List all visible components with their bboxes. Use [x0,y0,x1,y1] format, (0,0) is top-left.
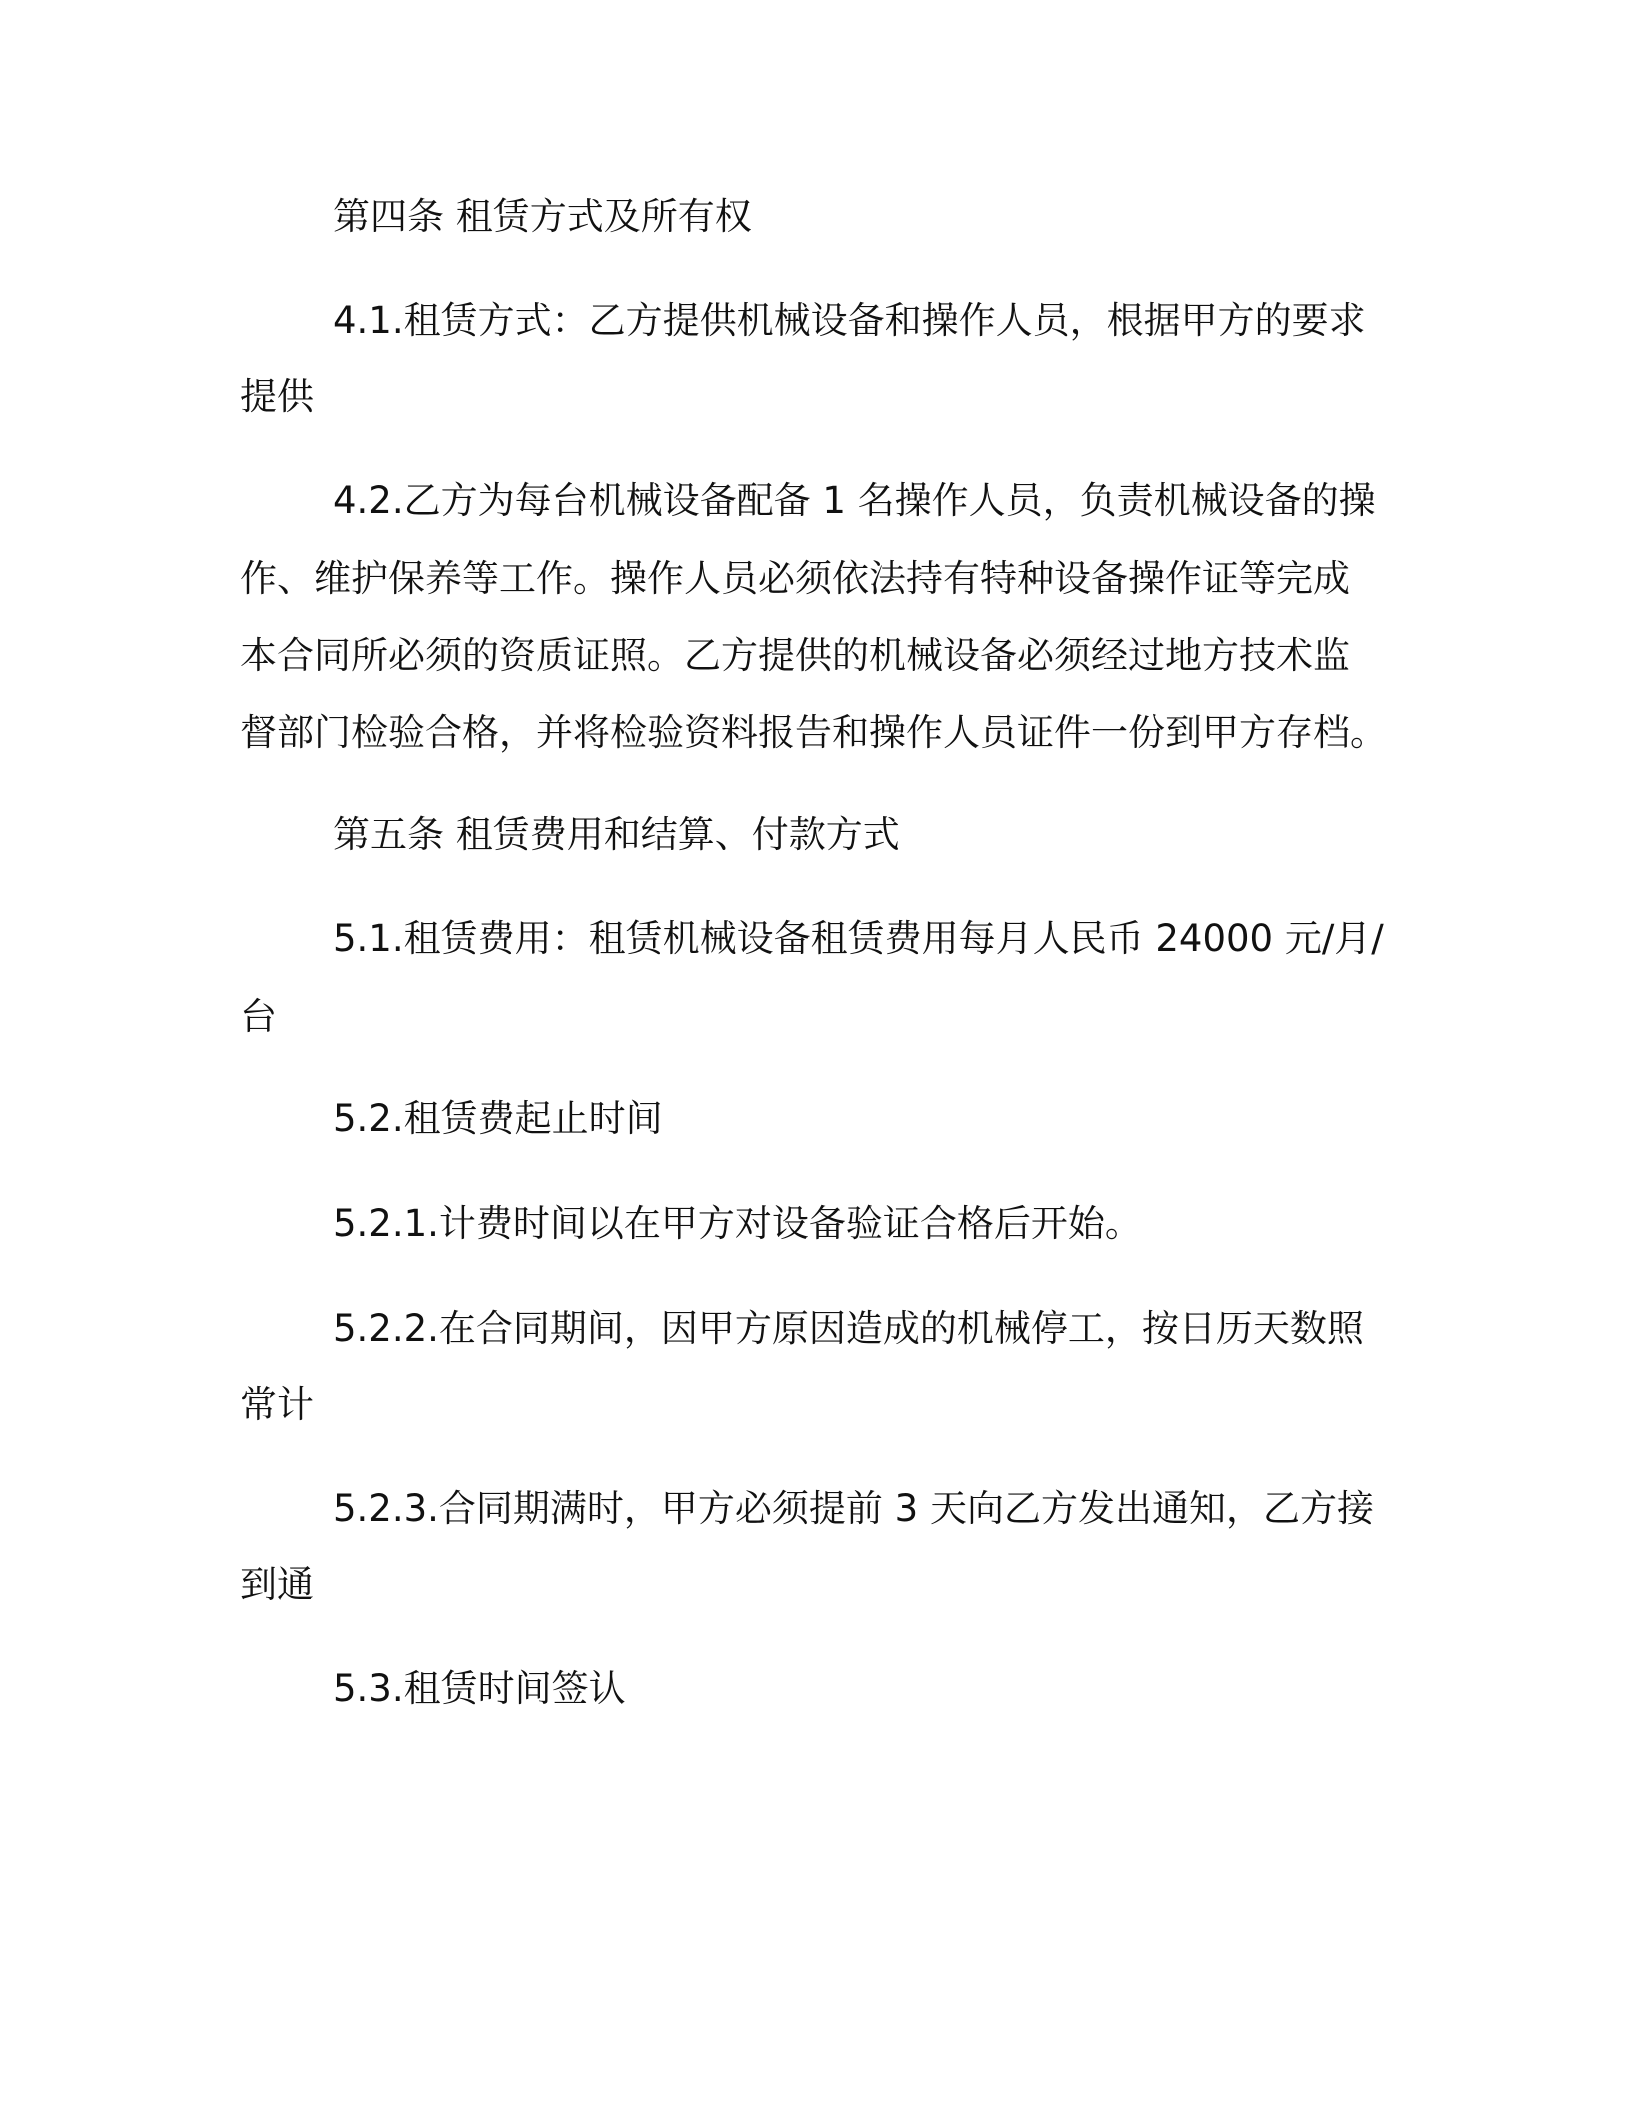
clause-5-2-2-line-1: 5.2.2.在合同期间，因甲方原因造成的机械停工，按日历天数照 [333,1307,1364,1350]
clause-4-2-line-4: 督部门检验合格，并将检验资料报告和操作人员证件一份到甲方存档。 [240,711,1387,754]
clause-5-1-line-2: 台 [240,995,277,1038]
clause-4-2-line-3: 本合同所必须的资质证照。乙方提供的机械设备必须经过地方技术监 [240,634,1350,677]
clause-4-2-line-2: 作、维护保养等工作。操作人员必须依法持有特种设备操作证等完成 [240,557,1350,600]
article-4-heading: 第四条 租赁方式及所有权 [333,195,752,238]
clause-5-2-1: 5.2.1.计费时间以在甲方对设备验证合格后开始。 [333,1202,1142,1245]
clause-5-2-2-line-2: 常计 [240,1383,314,1426]
clause-5-2-3-line-1: 5.2.3.合同期满时，甲方必须提前 3 天向乙方发出通知，乙方接 [333,1487,1374,1530]
clause-4-1-line-2: 提供 [240,375,314,418]
clause-4-2-line-1: 4.2.乙方为每台机械设备配备 1 名操作人员，负责机械设备的操 [333,479,1376,522]
clause-4-1-line-1: 4.1.租赁方式：乙方提供机械设备和操作人员，根据甲方的要求 [333,299,1366,342]
clause-5-2-3-line-2: 到通 [240,1563,314,1606]
clause-5-1-line-1: 5.1.租赁费用：租赁机械设备租赁费用每月人民币 24000 元/月/ [333,917,1384,960]
article-5-heading: 第五条 租赁费用和结算、付款方式 [333,813,900,856]
clause-5-2-heading: 5.2.租赁费起止时间 [333,1097,663,1140]
clause-5-3-heading: 5.3.租赁时间签认 [333,1667,626,1710]
